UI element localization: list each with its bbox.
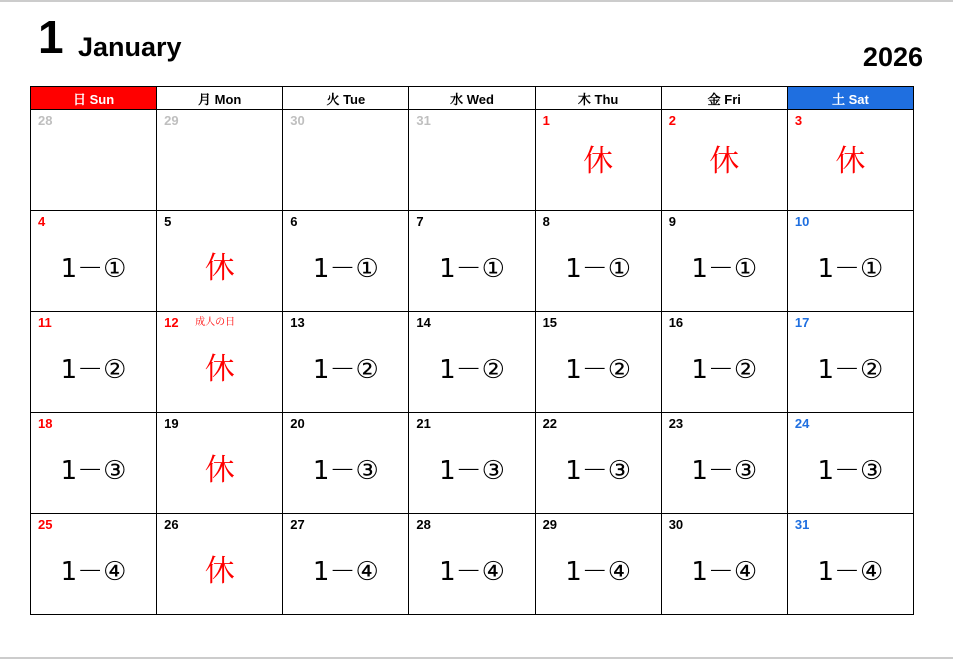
day-content: 休: [583, 144, 614, 179]
day-content: 休: [835, 144, 866, 179]
day-number: 11: [38, 315, 52, 330]
day-cell[interactable]: [31, 312, 157, 413]
weekday-header-tue: 火 Tue: [283, 87, 409, 110]
month-name: January: [78, 32, 182, 62]
day-number: 10: [794, 214, 810, 229]
weekday-header-mon: 月 Mon: [157, 87, 283, 110]
day-content: [409, 126, 534, 198]
day-cell[interactable]: [535, 110, 661, 211]
day-cell[interactable]: [409, 211, 535, 312]
day-content: 1－③: [565, 456, 632, 486]
day-content: 休: [709, 144, 740, 179]
calendar-week-row: [31, 312, 914, 413]
day-cell[interactable]: [409, 110, 535, 211]
weekday-header-sun: 日 Sun: [31, 87, 157, 110]
day-number: 13: [290, 315, 305, 330]
day-cell[interactable]: [787, 514, 913, 615]
calendar-week-row: [31, 413, 914, 514]
day-number: 1: [542, 113, 550, 128]
calendar-grid: [30, 86, 914, 615]
day-number: 23: [668, 416, 684, 431]
day-cell[interactable]: [157, 211, 283, 312]
day-cell[interactable]: [787, 211, 913, 312]
day-cell[interactable]: [409, 514, 535, 615]
calendar-week-row: [31, 110, 914, 211]
day-content: 1－③: [312, 456, 379, 486]
day-content: 1－②: [439, 355, 505, 385]
day-number: 31: [416, 113, 431, 128]
day-number: 20: [290, 416, 305, 431]
day-cell[interactable]: [31, 413, 157, 514]
day-content: 1－③: [439, 456, 505, 486]
day-cell[interactable]: [157, 514, 283, 615]
day-number: 4: [38, 214, 46, 229]
holiday-name: 成人の日: [195, 317, 236, 328]
weekday-header-wed: 水 Wed: [409, 87, 535, 110]
day-cell[interactable]: [661, 413, 787, 514]
day-number: 12: [164, 315, 179, 330]
calendar-week-row: [31, 211, 914, 312]
day-cell[interactable]: [409, 413, 535, 514]
day-content: 1－③: [691, 456, 758, 486]
day-number: 2: [668, 113, 676, 128]
top-divider: [0, 0, 953, 2]
day-cell[interactable]: [283, 514, 409, 615]
day-content: 1－②: [565, 355, 632, 385]
day-number: 30: [668, 517, 684, 532]
day-cell[interactable]: [535, 312, 661, 413]
day-cell[interactable]: [31, 110, 157, 211]
day-number: 22: [542, 416, 558, 431]
day-cell[interactable]: [787, 413, 913, 514]
day-cell[interactable]: [661, 110, 787, 211]
day-number: 26: [164, 517, 179, 532]
day-number: 19: [164, 416, 179, 431]
day-content: 1－④: [565, 557, 632, 587]
day-number: 29: [542, 517, 558, 532]
day-content: 1－②: [691, 355, 758, 385]
day-content: 1－②: [60, 355, 127, 385]
day-cell[interactable]: [157, 413, 283, 514]
day-content: 休: [204, 554, 235, 589]
day-number: 17: [794, 315, 810, 330]
day-cell[interactable]: [535, 413, 661, 514]
day-cell[interactable]: [787, 312, 913, 413]
day-number: 28: [38, 113, 53, 128]
weekday-header-thu: 木 Thu: [535, 87, 661, 110]
day-content: 1－④: [60, 557, 127, 587]
day-cell[interactable]: [283, 312, 409, 413]
day-content: 1－②: [817, 355, 884, 385]
day-content: 1－④: [691, 557, 758, 587]
day-number: 27: [290, 517, 305, 532]
day-number: 3: [794, 113, 803, 128]
calendar-week-row: [31, 514, 914, 615]
day-content: 1－①: [691, 254, 758, 284]
day-number: 7: [416, 214, 424, 229]
day-content: 休: [204, 453, 235, 488]
day-number: 28: [416, 517, 431, 532]
day-cell[interactable]: [661, 312, 787, 413]
day-content: 1－③: [60, 456, 127, 486]
day-cell[interactable]: [535, 514, 661, 615]
day-number: 25: [38, 517, 53, 532]
day-content: 1－①: [817, 254, 884, 284]
day-content: 休: [204, 251, 235, 286]
day-content: 1－①: [312, 254, 379, 284]
day-content: 1－①: [439, 254, 505, 284]
day-cell[interactable]: [661, 514, 787, 615]
day-number: 16: [668, 315, 684, 330]
day-content: 休: [204, 352, 235, 387]
day-cell[interactable]: [31, 211, 157, 312]
day-number: 31: [794, 517, 810, 532]
day-number: 24: [794, 416, 810, 431]
day-number: 6: [290, 214, 298, 229]
month-number: 1: [38, 11, 64, 63]
day-content: 1－④: [439, 557, 505, 587]
day-number: 14: [416, 315, 431, 330]
day-cell[interactable]: [409, 312, 535, 413]
weekday-header-sat: 土 Sat: [787, 87, 913, 110]
day-content: 1－④: [312, 557, 379, 587]
weekday-header-row: [31, 87, 914, 110]
year-label: 2026: [862, 42, 923, 72]
day-cell[interactable]: [661, 211, 787, 312]
day-number: 8: [542, 214, 550, 229]
calendar-header: [30, 11, 923, 78]
day-number: 30: [290, 113, 305, 128]
day-content: 1－③: [817, 456, 884, 486]
weekday-header-fri: 金 Fri: [661, 87, 787, 110]
day-cell[interactable]: [31, 514, 157, 615]
day-cell[interactable]: [535, 211, 661, 312]
day-content: 1－①: [565, 254, 632, 284]
day-content: [31, 126, 156, 198]
day-content: 1－②: [312, 355, 379, 385]
day-content: 1－④: [817, 557, 884, 587]
day-number: 29: [164, 113, 179, 128]
day-content: [157, 126, 282, 198]
day-cell[interactable]: [283, 110, 409, 211]
day-cell[interactable]: [283, 413, 409, 514]
day-number: 15: [542, 315, 558, 330]
day-cell[interactable]: [787, 110, 913, 211]
day-content: 1－①: [60, 254, 127, 284]
day-number: 21: [416, 416, 431, 431]
day-number: 18: [38, 416, 53, 431]
day-number: 9: [668, 214, 676, 229]
day-content: [283, 126, 408, 198]
day-number: 5: [164, 214, 172, 229]
day-cell[interactable]: [157, 312, 283, 413]
day-cell[interactable]: [283, 211, 409, 312]
day-cell[interactable]: [157, 110, 283, 211]
